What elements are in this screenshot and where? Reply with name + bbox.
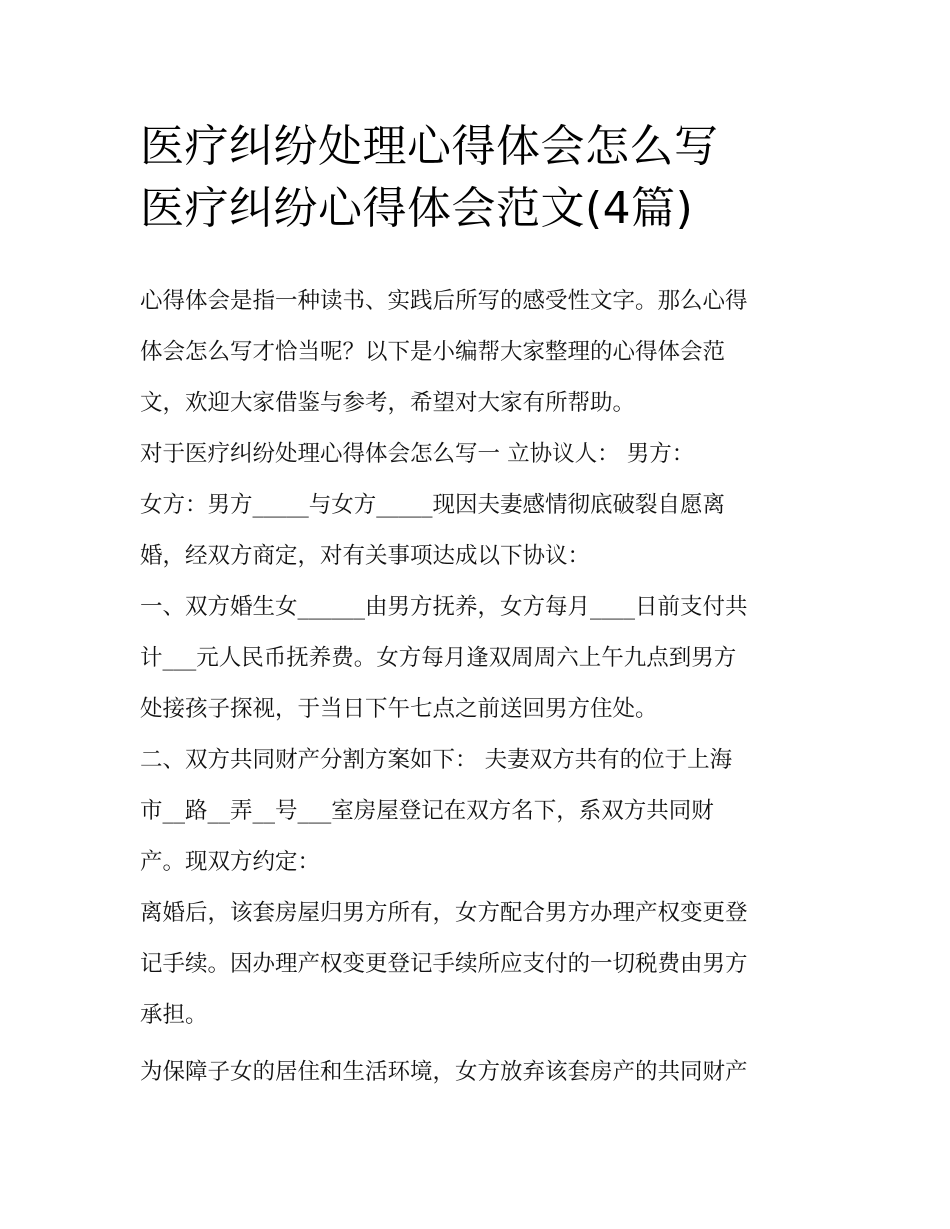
body-line: 对于医疗纠纷处理心得体会怎么写一 立协议人： 男方：	[140, 441, 695, 467]
body-line: 离婚后，该套房屋归男方所有，女方配合男方办理产权变更登	[140, 900, 748, 926]
body-line: 体会怎么写才恰当呢？以下是小编帮大家整理的心得体会范	[140, 339, 726, 365]
body-line: 二、双方共同财产分割方案如下： 夫妻双方共有的位于上海	[140, 747, 733, 773]
body-line: 产。现双方约定：	[140, 849, 321, 875]
body-line: 处接孩子探视，于当日下午七点之前送回男方住处。	[140, 696, 658, 722]
body-line: 心得体会是指一种读书、实践后所写的感受性文字。那么心得	[140, 288, 748, 314]
document-body	[140, 276, 816, 1098]
body-line: 市__路__弄__号___室房屋登记在双方名下，系双方共同财	[140, 798, 714, 824]
body-line: 计___元人民币抚养费。女方每月逢双周周六上午九点到男方	[140, 645, 737, 671]
body-line: 一、双方婚生女______由男方抚养，女方每月____日前支付共	[140, 594, 748, 620]
document-title	[140, 116, 820, 240]
title-line-2: 医疗纠纷心得体会范文(4篇)	[140, 183, 694, 234]
title-line-1: 医疗纠纷处理心得体会怎么写	[140, 121, 719, 172]
body-line: 文，欢迎大家借鉴与参考，希望对大家有所帮助。	[140, 390, 636, 416]
body-line: 婚，经双方商定，对有关事项达成以下协议：	[140, 543, 591, 569]
body-line: 为保障子女的居住和生活环境，女方放弃该套房产的共同财产	[140, 1059, 748, 1085]
body-line: 承担。	[140, 1002, 208, 1028]
body-line: 女方：男方_____与女方_____现因夫妻感情彻底破裂自愿离	[140, 492, 726, 518]
body-line: 记手续。因办理产权变更登记手续所应支付的一切税费由男方	[140, 951, 748, 977]
